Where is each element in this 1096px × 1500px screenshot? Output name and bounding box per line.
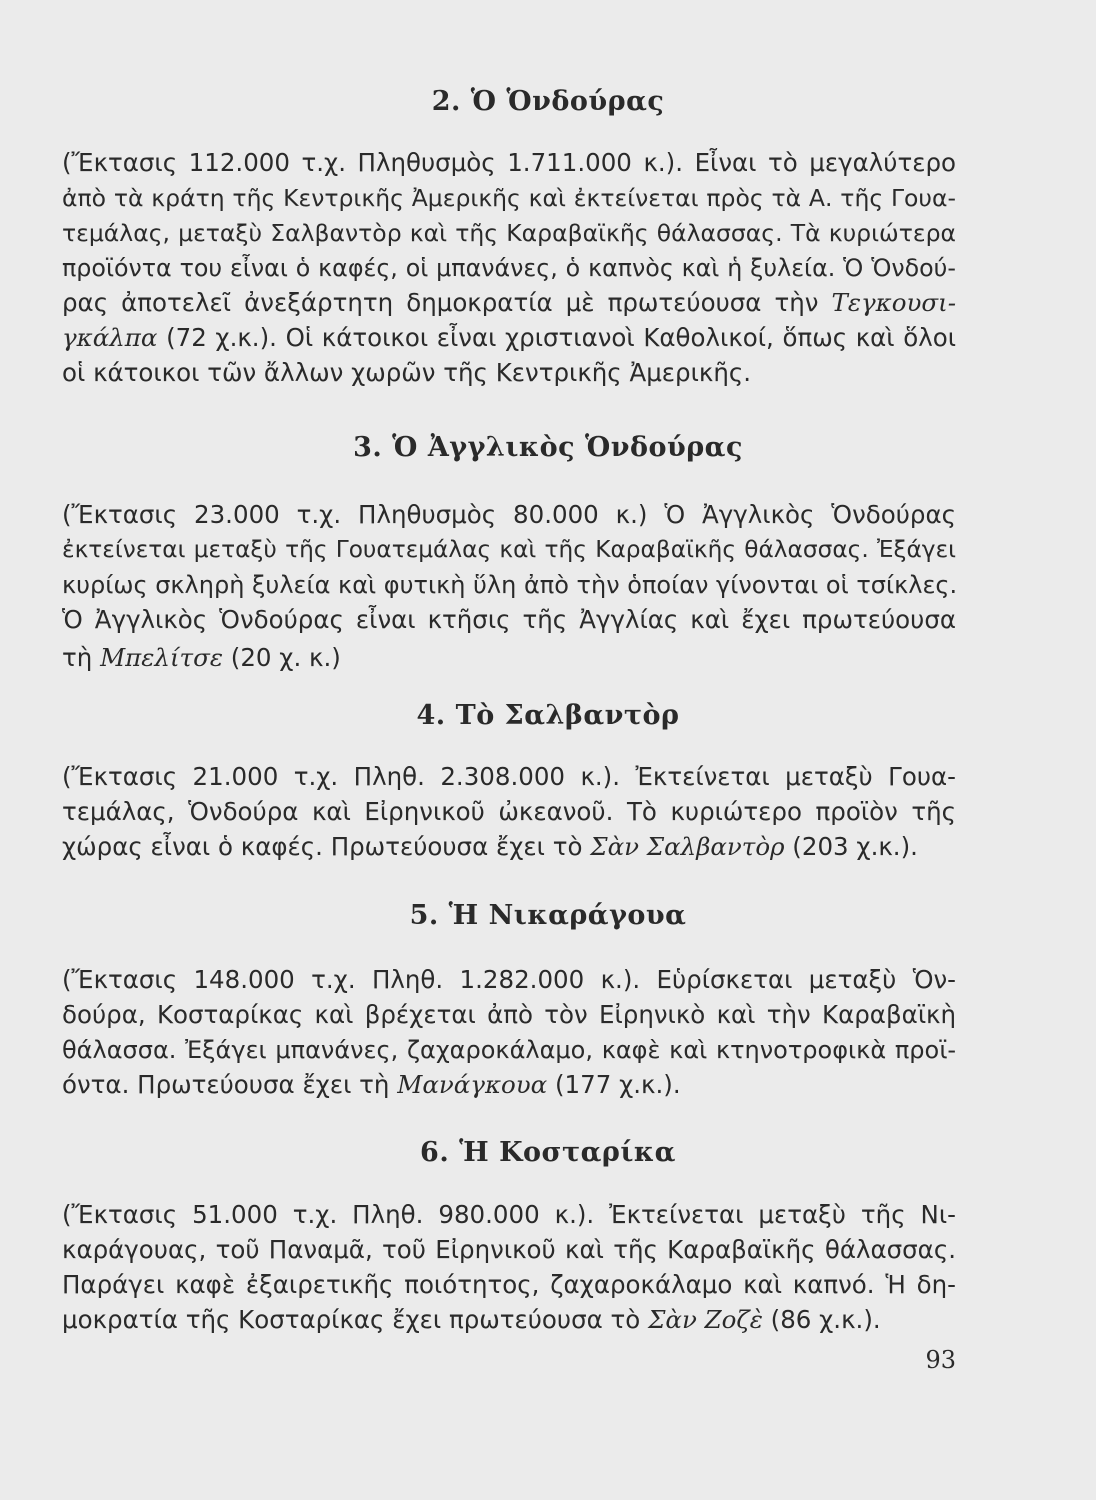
- paragraph-line: Παράγει καφὲ ἐξαιρετικῆς ποιότητος, ζαχαροκάλαμο καὶ καπνό. Ἡ δη-: [62, 1270, 956, 1299]
- capital-name: Μανάγκουα: [397, 1070, 548, 1099]
- paragraph-line: καράγουας, τοῦ Παναμᾶ, τοῦ Εἰρηνικοῦ καὶ τῆς Καραβαϊκῆς θάλασσας.: [62, 1235, 956, 1264]
- capital-name: Τεγκουσι-: [831, 288, 956, 317]
- paragraph-line: (Ἔκτασις 112.000 τ.χ. Πληθυσμὸς 1.711.000 κ.). Εἶναι τὸ μεγαλύτερο: [62, 148, 956, 177]
- paragraph-line: (Ἔκτασις 148.000 τ.χ. Πληθ. 1.282.000 κ.). Εὑρίσκεται μεταξὺ Ὁν-: [62, 965, 956, 994]
- paragraph-line: (Ἔκτασις 51.000 τ.χ. Πληθ. 980.000 κ.). Ἐκτείνεται μεταξὺ τῆς Νι-: [62, 1200, 956, 1229]
- paragraph-line: οἱ κάτοικοι τῶν ἄλλων χωρῶν τῆς Κεντρικῆς Ἀμερικῆς.: [62, 358, 752, 387]
- capital-name: γκάλπα: [62, 323, 158, 352]
- paragraph-line: τὴ Μπελίτσε (20 χ. κ.): [62, 643, 341, 672]
- paragraph-line: προϊόντα του εἶναι ὁ καφές, οἱ μπανάνες, ὁ καπνὸς καὶ ἡ ξυλεία. Ὁ Ὁνδού-: [62, 254, 956, 282]
- paragraph-line: ρας ἀποτελεῖ ἀνεξάρτητη δημοκρατία μὲ πρωτεύουσα τὴν Τεγκουσι-: [62, 288, 956, 317]
- paragraph-line: τεμάλας, Ὁνδούρα καὶ Εἰρηνικοῦ ὠκεανοῦ. Τὸ κυριώτερο προϊὸν τῆς: [62, 797, 956, 826]
- paragraph-line: ἀπὸ τὰ κράτη τῆς Κεντρικῆς Ἀμερικῆς καὶ ἐκτείνεται πρὸς τὰ Α. τῆς Γουα-: [62, 184, 956, 212]
- section-title-el-salvador: 4. Τὸ Σαλβαντὸρ: [416, 700, 680, 731]
- paragraph-line: θάλασσα. Ἐξάγει μπανάνες, ζαχαροκάλαμο, καφὲ καὶ κτηνοτροφικὰ προϊ-: [62, 1036, 956, 1064]
- capital-name: Σὰν Σαλβαντὸρ: [590, 832, 785, 861]
- paragraph-line: μοκρατία τῆς Κοσταρίκας ἔχει πρωτεύουσα τὸ Σὰν Ζοζὲ (86 χ.κ.).: [62, 1305, 881, 1334]
- section-title-nicaragua: 5. Ἡ Νικαράγουα: [409, 900, 687, 931]
- section-title-costa-rica: 6. Ἡ Κοσταρίκα: [420, 1137, 676, 1168]
- page-number: 93: [925, 1346, 956, 1374]
- paragraph-line: Ὁ Ἀγγλικὸς Ὁνδούρας εἶναι κτῆσις τῆς Ἀγγλίας καὶ ἔχει πρωτεύουσα: [62, 605, 956, 634]
- paragraph-line: (Ἔκτασις 23.000 τ.χ. Πληθυσμὸς 80.000 κ.) Ὁ Ἀγγλικὸς Ὁνδούρας: [62, 500, 956, 529]
- section-title-honduras: 2. Ὁ Ὁνδούρας: [431, 86, 665, 117]
- paragraph-line: (Ἔκτασις 21.000 τ.χ. Πληθ. 2.308.000 κ.). Ἐκτείνεται μεταξὺ Γουα-: [62, 762, 956, 791]
- paragraph-line: χώρας εἶναι ὁ καφές. Πρωτεύουσα ἔχει τὸ Σὰν Σαλβαντὸρ (203 χ.κ.).: [62, 832, 918, 861]
- paragraph-line: γκάλπα (72 χ.κ.). Οἱ κάτοικοι εἶναι χριστιανοὶ Καθολικοί, ὅπως καὶ ὅλοι: [62, 323, 956, 352]
- capital-name: Σὰν Ζοζὲ: [648, 1305, 763, 1334]
- paragraph-line: ἐκτείνεται μεταξὺ τῆς Γουατεμάλας καὶ τῆς Καραβαϊκῆς θάλασσας. Ἐξάγει: [62, 536, 956, 563]
- paragraph-line: κυρίως σκληρὴ ξυλεία καὶ φυτικὴ ὕλη ἀπὸ τὴν ὁποίαν γίνονται οἱ τσίκλες.: [62, 571, 958, 599]
- section-title-british-honduras: 3. Ὁ Ἀγγλικὸς Ὁνδούρας: [353, 432, 743, 463]
- paragraph-line: τεμάλας, μεταξὺ Σαλβαντὸρ καὶ τῆς Καραβαϊκῆς θάλασσας. Τὰ κυριώτερα: [62, 219, 956, 247]
- capital-name: Μπελίτσε: [100, 643, 223, 672]
- paragraph-line: όντα. Πρωτεύουσα ἔχει τὴ Μανάγκουα (177 χ.κ.).: [62, 1070, 681, 1099]
- paragraph-line: δούρα, Κοσταρίκας καὶ βρέχεται ἀπὸ τὸν Εἰρηνικὸ καὶ τὴν Καραβαϊκὴ: [62, 1000, 956, 1029]
